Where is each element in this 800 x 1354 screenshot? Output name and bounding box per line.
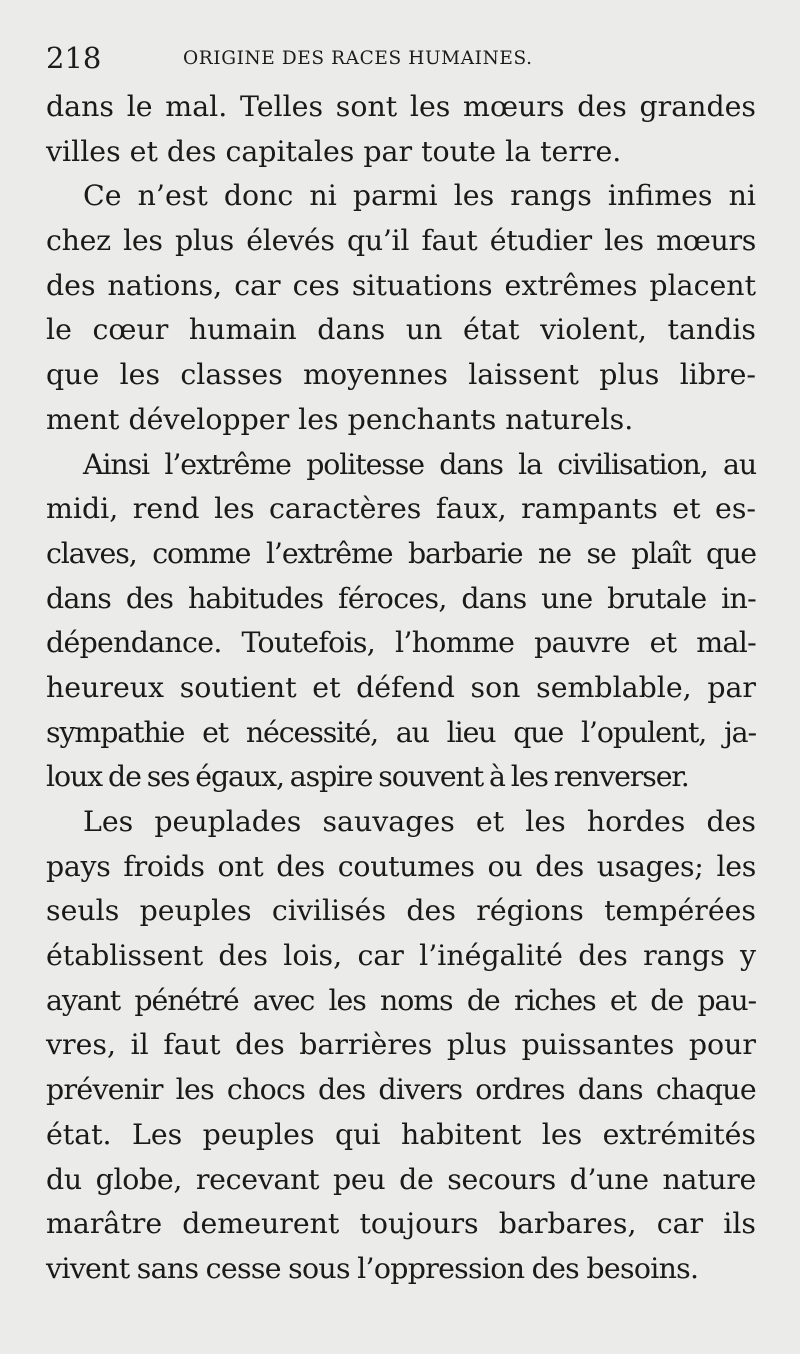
text-line: que les classes moyennes laissent plus libre- [46, 358, 756, 392]
text-line: établissent des lois, car l’inégalité des rangs y [46, 939, 756, 973]
text-line: heureux soutient et défend son semblable, par [46, 670, 756, 704]
text-line: loux de ses égaux, aspire souvent à les renverser. [46, 760, 689, 794]
body-text [46, 85, 756, 1292]
text-line: dans des habitudes féroces, dans une brutale in- [46, 581, 756, 615]
text-line: vivent sans cesse sous l’oppression des besoins. [46, 1251, 699, 1285]
text-line: dépendance. Toutefois, l’homme pauvre et mal- [46, 626, 756, 660]
text-line: dans le mal. Telles sont les mœurs des grandes [46, 90, 756, 123]
text-line: du globe, recevant peu de secours d’une nature [46, 1162, 756, 1196]
text-line: villes et des capitales par toute la terre. [46, 134, 622, 168]
text-line: le cœur humain dans un état violent, tandis [46, 313, 756, 347]
text-line: claves, comme l’extrême barbarie ne se plaît que [46, 536, 756, 570]
running-title: ORIGINE DES RACES HUMAINES. [183, 48, 533, 69]
text-line: ayant pénétré avec les noms de riches et de pau- [46, 983, 756, 1017]
text-line: midi, rend les caractères faux, rampants et es- [46, 492, 756, 526]
text-line: état. Les peuples qui habitent les extrémités [46, 1117, 756, 1151]
text-line: Ainsi l’extrême politesse dans la civilisation, au [83, 447, 756, 481]
page-header [46, 40, 756, 80]
text-line: sympathie et nécessité, au lieu que l’opulent, ja- [46, 715, 756, 749]
text-line: Les peuplades sauvages et les hordes des [83, 805, 756, 838]
text-line: ment développer les penchants naturels. [46, 402, 634, 436]
text-line: pays froids ont des coutumes ou des usages; les [46, 849, 756, 883]
text-line: marâtre demeurent toujours barbares, car ils [46, 1207, 756, 1241]
text-line: vres, il faut des barrières plus puissantes pour [46, 1028, 756, 1062]
text-line: chez les plus élevés qu’il faut étudier les mœurs [46, 224, 756, 258]
text-line: Ce n’est donc ni parmi les rangs infimes ni [83, 179, 756, 213]
text-line: des nations, car ces situations extrêmes placent [46, 268, 756, 302]
page-number: 218 [46, 41, 102, 75]
text-line: prévenir les chocs des divers ordres dans chaque [46, 1073, 756, 1107]
text-line: seuls peuples civilisés des régions tempérées [46, 894, 756, 928]
